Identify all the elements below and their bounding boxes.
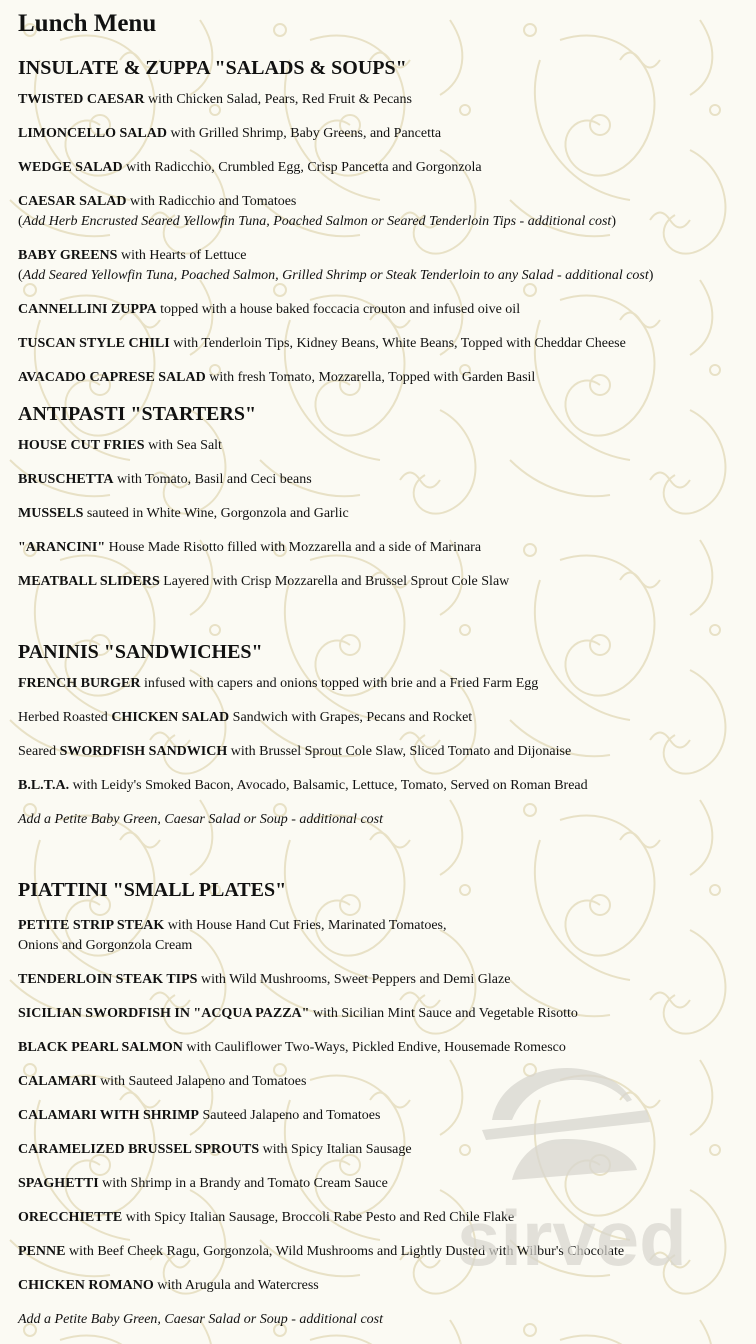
menu-item: CHICKEN ROMANO with Arugula and Watercress (18, 1278, 319, 1293)
menu-item: CARAMELIZED BRUSSEL SPROUTS with Spicy Italian Sausage (18, 1142, 412, 1157)
menu-item: WEDGE SALAD with Radicchio, Crumbled Egg, Crisp Pancetta and Gorgonzola (18, 160, 482, 175)
page-title: Lunch Menu (18, 10, 157, 37)
menu-item: TENDERLOIN STEAK TIPS with Wild Mushrooms, Sweet Peppers and Demi Glaze (18, 972, 511, 987)
menu-item: Herbed Roasted CHICKEN SALAD Sandwich with Grapes, Pecans and Rocket (18, 710, 473, 725)
menu-item: MUSSELS sauteed in White Wine, Gorgonzola and Garlic (18, 506, 349, 521)
menu-item: CALAMARI with Sauteed Jalapeno and Tomatoes (18, 1074, 307, 1089)
menu-item: TUSCAN STYLE CHILI with Tenderloin Tips, Kidney Beans, White Beans, Topped with Cheddar Cheese (18, 336, 626, 351)
menu-item: LIMONCELLO SALAD with Grilled Shrimp, Baby Greens, and Pancetta (18, 126, 442, 141)
menu-item: TWISTED CAESAR with Chicken Salad, Pears, Red Fruit & Pecans (18, 92, 412, 107)
menu-item: BRUSCHETTA with Tomato, Basil and Ceci beans (18, 472, 312, 487)
menu-item: BABY GREENS with Hearts of Lettuce (Add Seared Yellowfin Tuna, Poached Salmon, Grilled Shrimp or Steak Tenderloin to any Salad - additional cost) (18, 248, 654, 283)
menu-item: "ARANCINI" House Made Risotto filled with Mozzarella and a side of Marinara (18, 540, 482, 555)
section-heading-small-plates: PIATTINI "SMALL PLATES" (18, 879, 287, 901)
menu-item: B.L.T.A. with Leidy's Smoked Bacon, Avocado, Balsamic, Lettuce, Tomato, Served on Roman Bread (18, 778, 588, 793)
watermark-text: sirved (457, 1194, 687, 1280)
menu-item: FRENCH BURGER infused with capers and onions topped with brie and a Fried Farm Egg (18, 676, 539, 691)
menu-item: BLACK PEARL SALMON with Cauliflower Two-Ways, Pickled Endive, Housemade Romesco (18, 1040, 566, 1055)
menu-item: CAESAR SALAD with Radicchio and Tomatoes (Add Herb Encrusted Seared Yellowfin Tuna, Poached Salmon or Seared Tenderloin Tips - additional cost) (18, 194, 616, 229)
menu-item: MEATBALL SLIDERS Layered with Crisp Mozzarella and Brussel Sprout Cole Slaw (18, 574, 510, 589)
item-note: Add Herb Encrusted Seared Yellowfin Tuna, Poached Salmon or Seared Tenderloin Tips - additional cost (22, 214, 612, 229)
menu-item: PENNE with Beef Cheek Ragu, Gorgonzola, Wild Mushrooms and Lightly Dusted with Wilbur's Chocolate (18, 1244, 625, 1259)
menu-item: CANNELLINI ZUPPA topped with a house baked foccacia crouton and infused oive oil (18, 302, 521, 317)
menu-item: ORECCHIETTE with Spicy Italian Sausage, Broccoli Rabe Pesto and Red Chile Flake (18, 1210, 515, 1225)
section-heading-starters: ANTIPASTI "STARTERS" (18, 403, 257, 425)
item-note: Add Seared Yellowfin Tuna, Poached Salmon, Grilled Shrimp or Steak Tenderloin to any Salad - additional cost (22, 268, 649, 283)
section-heading-salads: INSULATE & ZUPPA "SALADS & SOUPS" (18, 57, 407, 79)
menu-item: Seared SWORDFISH SANDWICH with Brussel Sprout Cole Slaw, Sliced Tomato and Dijonaise (18, 744, 572, 759)
menu-item: AVACADO CAPRESE SALAD with fresh Tomato, Mozzarella, Topped with Garden Basil (18, 370, 536, 385)
section-footer-note: Add a Petite Baby Green, Caesar Salad or Soup - additional cost (18, 1312, 383, 1327)
menu-item: PETITE STRIP STEAK with House Hand Cut Fries, Marinated Tomatoes, Onions and Gorgonzola Cream (18, 918, 447, 953)
section-footer-note: Add a Petite Baby Green, Caesar Salad or Soup - additional cost (18, 812, 383, 827)
menu-item: HOUSE CUT FRIES with Sea Salt (18, 438, 222, 453)
section-heading-sandwiches: PANINIS "SANDWICHES" (18, 641, 263, 663)
menu-item: CALAMARI WITH SHRIMP Sauteed Jalapeno and Tomatoes (18, 1108, 381, 1123)
menu-item: SICILIAN SWORDFISH IN "ACQUA PAZZA" with Sicilian Mint Sauce and Vegetable Risotto (18, 1006, 578, 1021)
menu-item: SPAGHETTI with Shrimp in a Brandy and Tomato Cream Sauce (18, 1176, 388, 1191)
